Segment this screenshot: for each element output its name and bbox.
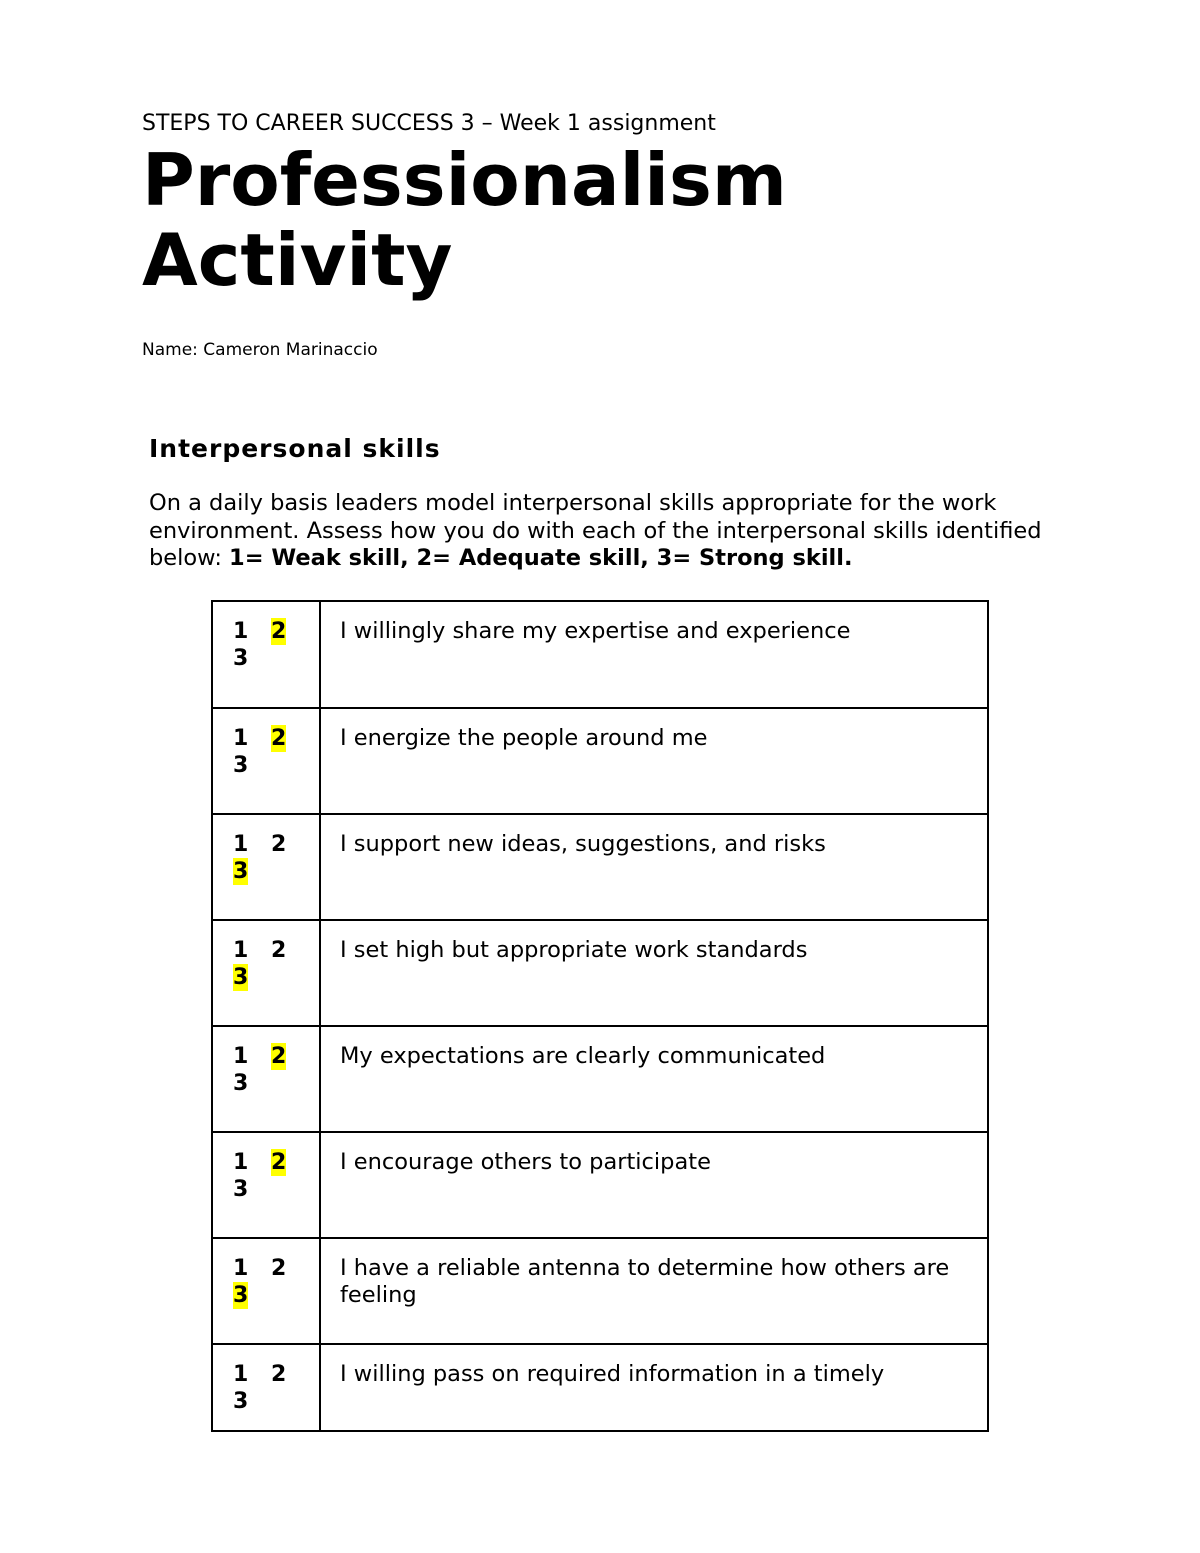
rating-option-1: 1 — [233, 1256, 249, 1281]
statement-cell — [320, 1238, 987, 1344]
rating-options — [213, 1345, 319, 1415]
rating-options — [213, 921, 319, 991]
rating-options — [213, 1239, 319, 1309]
statement-cell — [320, 1132, 987, 1238]
rating-option-3: 3 — [233, 1071, 249, 1096]
rating-options — [213, 1027, 319, 1097]
scale-text: 1= Weak skill, 2= Adequate skill, 3= Strong skill. — [229, 545, 853, 571]
rating-option-3: 3 — [233, 1283, 249, 1308]
statement-cell — [320, 920, 987, 1026]
intro-paragraph — [149, 490, 1059, 573]
statement-cell — [320, 814, 987, 920]
rating-option-2: 2 — [271, 726, 287, 751]
rating-cell — [213, 814, 320, 920]
skill-statement: I willingly share my expertise and experience — [340, 618, 851, 644]
rating-cell — [213, 602, 320, 708]
rating-options — [213, 602, 319, 672]
rating-option-1: 1 — [233, 1044, 249, 1069]
rating-option-2: 2 — [271, 619, 287, 644]
statement-cell — [320, 1026, 987, 1132]
table-row — [213, 920, 987, 1026]
table-row — [213, 602, 987, 708]
rating-cell — [213, 1026, 320, 1132]
rating-cell — [213, 1238, 320, 1344]
skills-table-body — [213, 602, 987, 1432]
rating-option-1: 1 — [233, 832, 249, 857]
statement-cell — [320, 1344, 987, 1432]
table-row — [213, 708, 987, 814]
rating-option-3: 3 — [233, 859, 249, 884]
rating-option-3: 3 — [233, 965, 249, 990]
title-line-2: Activity — [142, 218, 453, 302]
rating-cell — [213, 1344, 320, 1432]
skill-statement: I have a reliable antenna to determine how others are feeling — [340, 1255, 950, 1308]
skills-table-container — [211, 600, 989, 1432]
table-row — [213, 1238, 987, 1344]
rating-options — [213, 709, 319, 779]
table-row — [213, 1344, 987, 1432]
skill-statement: I support new ideas, suggestions, and risks — [340, 831, 826, 857]
page-title — [142, 140, 787, 300]
skill-statement: I encourage others to participate — [340, 1149, 711, 1175]
rating-option-3: 3 — [233, 753, 249, 778]
rating-option-3: 3 — [233, 1177, 249, 1202]
rating-option-1: 1 — [233, 619, 249, 644]
rating-option-3: 3 — [233, 1389, 249, 1414]
rating-cell — [213, 708, 320, 814]
rating-cell — [213, 1132, 320, 1238]
rating-options — [213, 1133, 319, 1203]
rating-cell — [213, 920, 320, 1026]
rating-option-2: 2 — [271, 1044, 287, 1069]
table-row — [213, 1026, 987, 1132]
intro-text: On a daily basis leaders model interpersonal skills appropriate for the work environment. Assess how you do with each of the interpersonal skills identified below: — [149, 490, 1042, 571]
table-row — [213, 814, 987, 920]
rating-option-2: 2 — [271, 1150, 287, 1175]
skill-statement: I set high but appropriate work standards — [340, 937, 808, 963]
skills-table — [213, 602, 987, 1432]
table-row — [213, 1132, 987, 1238]
statement-cell — [320, 708, 987, 814]
rating-option-3: 3 — [233, 646, 249, 671]
rating-options — [213, 815, 319, 885]
rating-option-1: 1 — [233, 1150, 249, 1175]
skill-statement: I energize the people around me — [340, 725, 708, 751]
section-heading: Interpersonal skills — [149, 434, 441, 463]
rating-option-1: 1 — [233, 1362, 249, 1387]
rating-option-2: 2 — [271, 1362, 287, 1387]
student-name: Name: Cameron Marinaccio — [142, 340, 378, 360]
title-line-1: Professionalism — [142, 138, 787, 222]
course-line: STEPS TO CAREER SUCCESS 3 – Week 1 assignment — [142, 111, 716, 136]
statement-cell — [320, 602, 987, 708]
rating-option-1: 1 — [233, 726, 249, 751]
skill-statement: I willing pass on required information in a timely — [340, 1361, 885, 1387]
rating-option-2: 2 — [271, 938, 287, 963]
rating-option-2: 2 — [271, 1256, 287, 1281]
rating-option-2: 2 — [271, 832, 287, 857]
rating-option-1: 1 — [233, 938, 249, 963]
skill-statement: My expectations are clearly communicated — [340, 1043, 826, 1069]
